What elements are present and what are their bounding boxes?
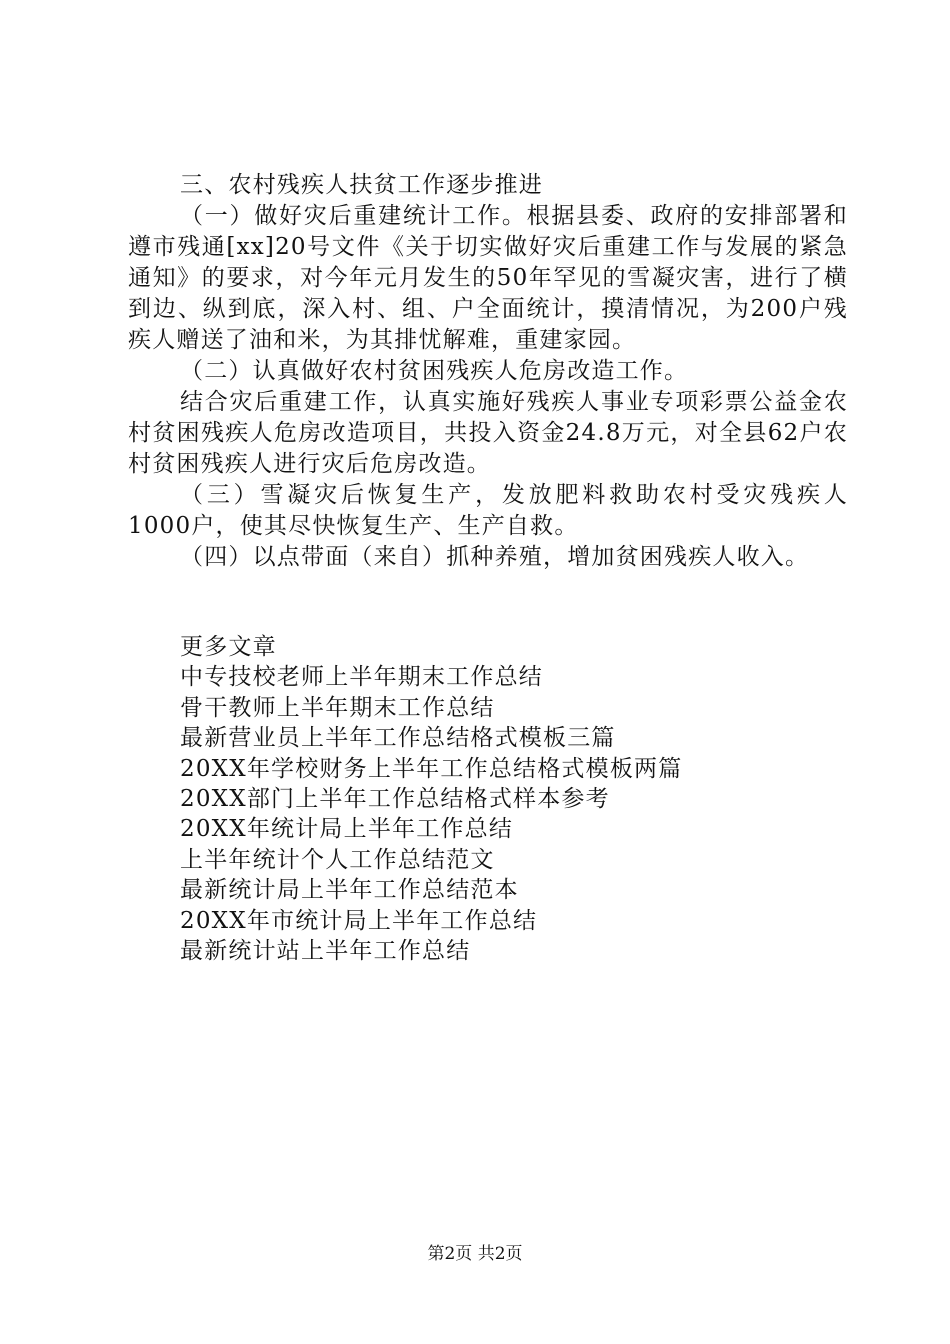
article-link[interactable]: 上半年统计个人工作总结范文 [180,846,495,873]
article-link[interactable]: 20XX年学校财务上半年工作总结格式模板两篇 [180,755,683,782]
article-link[interactable]: 20XX部门上半年工作总结格式样本参考 [180,786,610,813]
paragraph-2: （二）认真做好农村贫困残疾人危房改造工作。 [180,358,689,384]
article-link[interactable]: 中专技校老师上半年期末工作总结 [180,664,543,691]
article-link[interactable]: 最新统计站上半年工作总结 [180,938,471,965]
article-link[interactable]: 骨干教师上半年期末工作总结 [180,694,495,721]
paragraph-5: （四）以点带面（来自）抓种养殖，增加贫困残疾人收入。 [180,544,810,570]
more-articles [180,632,840,966]
document-body [128,170,848,573]
article-link[interactable]: 20XX年市统计局上半年工作总结 [180,907,538,934]
page-number: 第2页 共2页 [427,1244,523,1264]
section-heading: 三、农村残疾人扶贫工作逐步推进 [180,172,543,198]
paragraph-1: （一）做好灾后重建统计工作。根据县委、政府的安排部署和遵市残通[xx]20号文件《关于切实做好灾后重建工作与发展的紧急通知》的要求，对今年元月发生的50年罕见的雪凝灾害，进行了横到边、纵到底，深入村、组、户全面统计，摸清情况，为200户残疾人赠送了油和米，为其排忧解难，重建家园。 [128,203,848,353]
more-articles-title: 更多文章 [180,634,277,660]
more-articles-list [180,662,840,966]
page-footer [0,1242,950,1266]
paragraph-4: （三）雪凝灾后恢复生产，发放肥料救助农村受灾残疾人1000户，使其尽快恢复生产、生产自救。 [128,482,848,539]
article-link[interactable]: 最新统计局上半年工作总结范本 [180,877,519,904]
paragraph-3: 结合灾后重建工作，认真实施好残疾人事业专项彩票公益金农村贫困残疾人危房改造项目，共投入资金24.8万元，对全县62户农村贫困残疾人进行灾后危房改造。 [128,389,848,477]
article-link[interactable]: 20XX年统计局上半年工作总结 [180,816,514,843]
article-link[interactable]: 最新营业员上半年工作总结格式模板三篇 [180,725,616,752]
